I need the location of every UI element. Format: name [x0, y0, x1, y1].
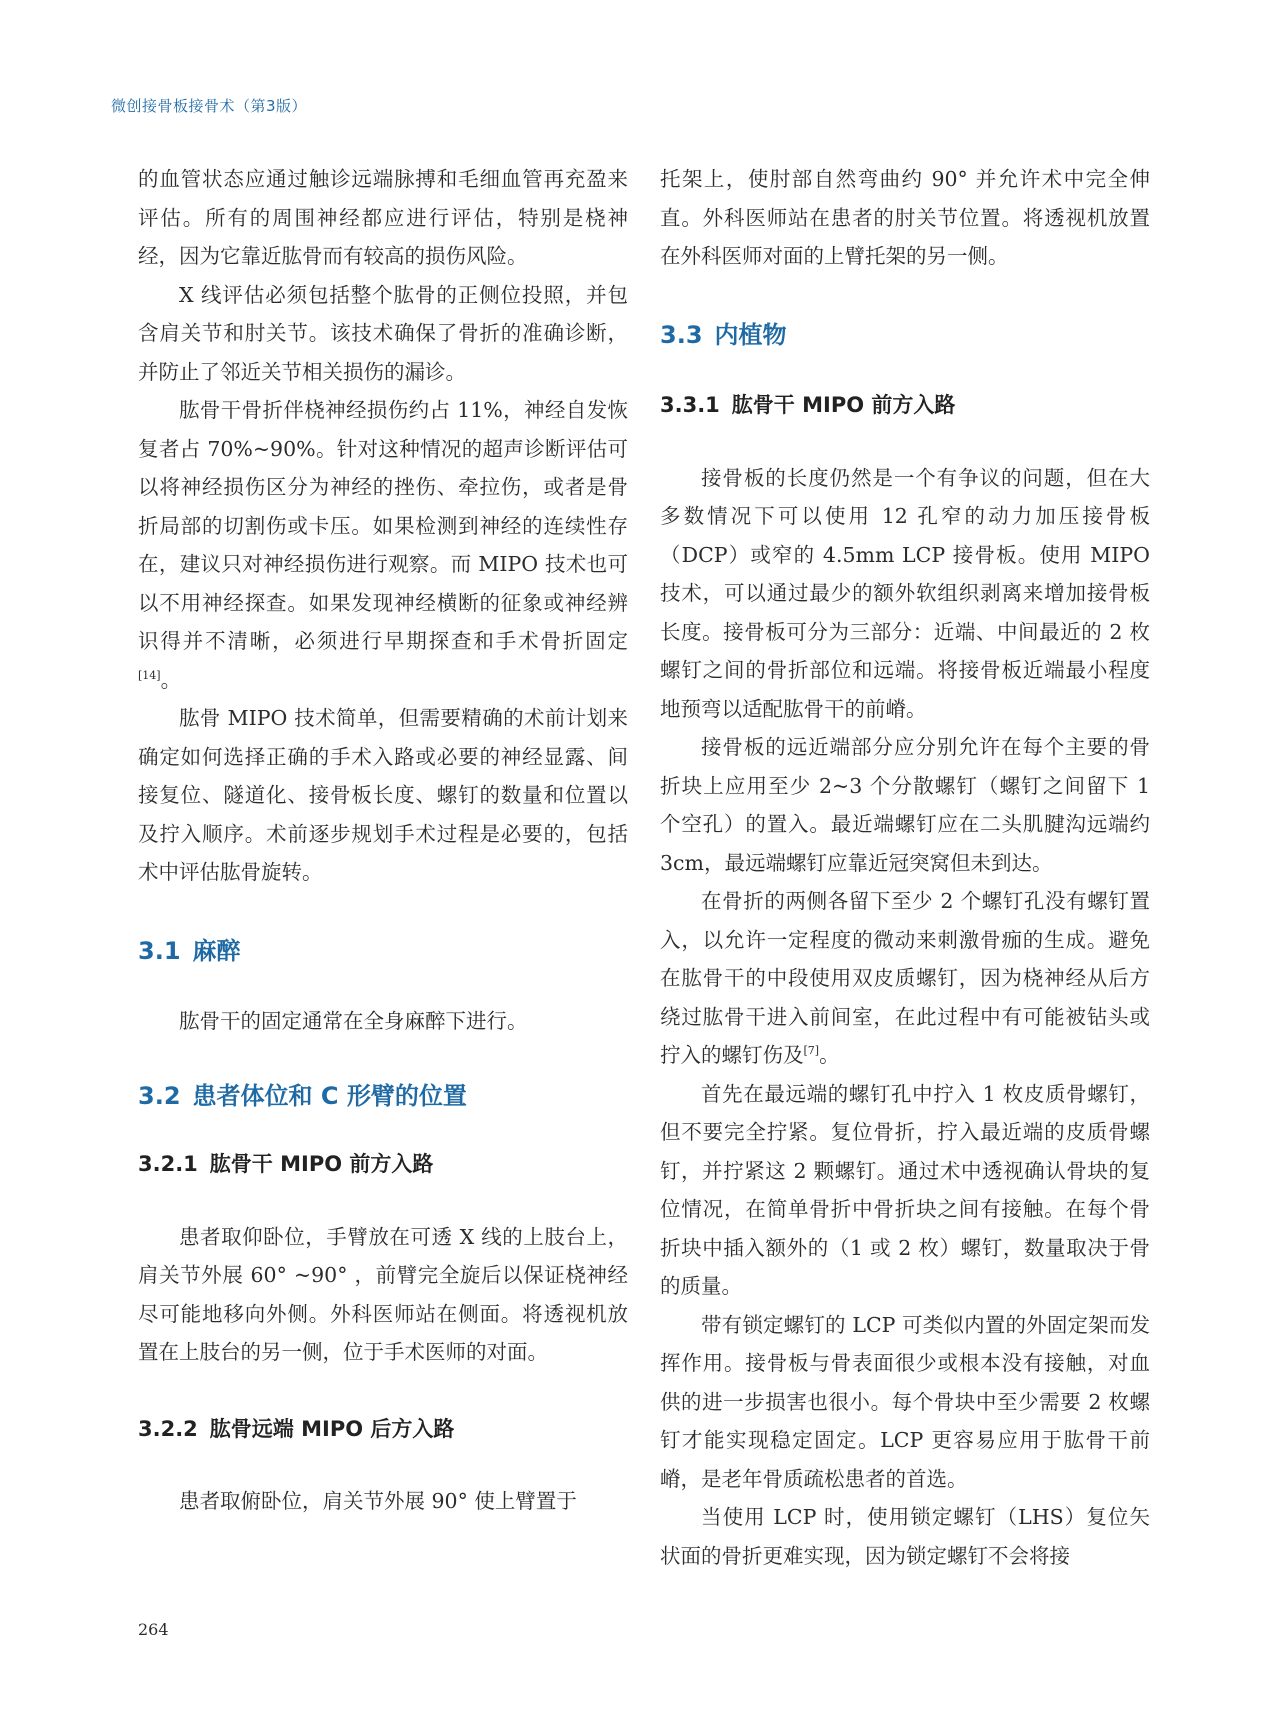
subsection-heading-3-2-1 — [138, 1145, 628, 1184]
section-title: 内植物 — [714, 320, 787, 349]
subsection-heading-3-2-2 — [138, 1410, 628, 1449]
left-column — [138, 160, 628, 1521]
paragraph: 当使用 LCP 时，使用锁定螺钉（LHS）复位矢状面的骨折更难实现，因为锁定螺钉不会将接 — [660, 1505, 1150, 1568]
subsection-title: 肱骨干 MIPO 前方入路 — [209, 1152, 434, 1176]
paragraph: 首先在最远端的螺钉孔中拧入 1 枚皮质骨螺钉，但不要完全拧紧。复位骨折，拧入最近端的皮质骨螺钉，并拧紧这 2 颗螺钉。通过术中透视确认骨块的复位情况，在简单骨折中骨折块之间有接触。在每个骨折块中插入额外的（1 或 2 枚）螺钉，数量取决于骨的质量。 — [660, 1081, 1150, 1298]
citation: [7] — [803, 1044, 820, 1058]
subsection-number: 3.2.1 — [138, 1152, 198, 1176]
subsection-heading-3-3-1 — [660, 386, 1150, 425]
paragraph: 的血管状态应通过触诊远端脉搏和毛细血管再充盈来评估。所有的周围神经都应进行评估，特别是桡神经，因为它靠近肱骨而有较高的损伤风险。 — [138, 167, 628, 268]
section-heading-3-1 — [138, 932, 628, 971]
section-heading-3-2 — [138, 1077, 628, 1116]
paragraph: 肱骨干的固定通常在全身麻醉下进行。 — [179, 1009, 528, 1033]
paragraph: 患者取仰卧位，手臂放在可透 X 线的上肢台上，肩关节外展 60° ~90° ，前臂完全旋后以保证桡神经尽可能地移向外侧。外科医师站在侧面。将透视机放置在上肢台的另一侧，位于手术医师的对面。 — [138, 1224, 628, 1364]
page-number: 264 — [138, 1620, 169, 1639]
paragraph-text: 肱骨干骨折伴桡神经损伤约占 11%，神经自发恢复者占 70%~90%。针对这种情况的超声诊断评估可以将神经损伤区分为神经的挫伤、牵拉伤，或者是骨折局部的切割伤或卡压。如果检测到神经的连续性存在，建议只对神经损伤进行观察。而 MIPO 技术也可以不用神经探查。如果发现神经横断的征象或神经辨识得并不清晰，必须进行早期探查和手术骨折固定 — [138, 398, 628, 653]
paragraph: X 线评估必须包括整个肱骨的正侧位投照，并包含肩关节和肘关节。该技术确保了骨折的准确诊断，并防止了邻近关节相关损伤的漏诊。 — [138, 282, 628, 384]
paragraph: 肱骨 MIPO 技术简单，但需要精确的术前计划来确定如何选择正确的手术入路或必要的神经显露、间接复位、隧道化、接骨板长度、螺钉的数量和位置以及拧入顺序。术前逐步规划手术过程是必要的，包括术中评估肱骨旋转。 — [138, 706, 628, 884]
section-number: 3.3 — [660, 320, 703, 349]
subsection-title: 肱骨远端 MIPO 后方入路 — [209, 1416, 455, 1441]
paragraph — [138, 391, 628, 699]
subsection-number: 3.2.2 — [138, 1416, 198, 1441]
paragraph: 患者取俯卧位，肩关节外展 90° 使上臂置于 — [179, 1489, 577, 1513]
section-number: 3.2 — [138, 1081, 181, 1110]
paragraph: 带有锁定螺钉的 LCP 可类似内置的外固定架而发挥作用。接骨板与骨表面很少或根本没有接触，对血供的进一步损害也很小。每个骨块中至少需要 2 枚螺钉才能实现稳定固定。LCP 更容易应用于肱骨干前嵴，是老年骨质疏松患者的首选。 — [660, 1312, 1150, 1491]
subsection-title: 肱骨干 MIPO 前方入路 — [731, 393, 956, 417]
right-column — [660, 160, 1150, 1575]
section-title: 患者体位和 C 形臂的位置 — [192, 1081, 467, 1110]
section-number: 3.1 — [138, 936, 181, 965]
section-heading-3-3 — [660, 316, 1150, 355]
subsection-number: 3.3.1 — [660, 393, 720, 417]
paragraph-end: 。 — [819, 1043, 840, 1067]
section-title: 麻醉 — [192, 936, 241, 965]
paragraph: 接骨板的长度仍然是一个有争议的问题，但在大多数情况下可以使用 12 孔窄的动力加压接骨板（DCP）或窄的 4.5mm LCP 接骨板。使用 MIPO 技术，可以通过最少的额外软组织剥离来增加接骨板长度。接骨板可分为三部分：近端、中间最近的 2 枚螺钉之间的骨折部位和远端。将接骨板近端最小程度地预弯以适配肱骨干的前嵴。 — [660, 465, 1150, 721]
running-header: 微创接骨板接骨术（第3版） — [111, 97, 308, 115]
citation: [14] — [138, 668, 161, 682]
paragraph: 托架上，使肘部自然弯曲约 90° 并允许术中完全伸直。外科医师站在患者的肘关节位置。将透视机放置在外科医师对面的上臂托架的另一侧。 — [660, 167, 1150, 268]
paragraph-text: 在骨折的两侧各留下至少 2 个螺钉孔没有螺钉置入，以允许一定程度的微动来刺激骨痂的生成。避免在肱骨干的中段使用双皮质螺钉，因为桡神经从后方绕过肱骨干进入前间室，在此过程中有可能被钻头或拧入的螺钉伤及 — [660, 889, 1150, 1067]
paragraph — [660, 882, 1150, 1075]
paragraph: 接骨板的远近端部分应分别允许在每个主要的骨折块上应用至少 2~3 个分散螺钉（螺钉之间留下 1 个空孔）的置入。最近端螺钉应在二头肌腱沟远端约 3cm，最远端螺钉应靠近冠突窝但未到达。 — [660, 735, 1150, 875]
paragraph-end: 。 — [160, 667, 182, 692]
